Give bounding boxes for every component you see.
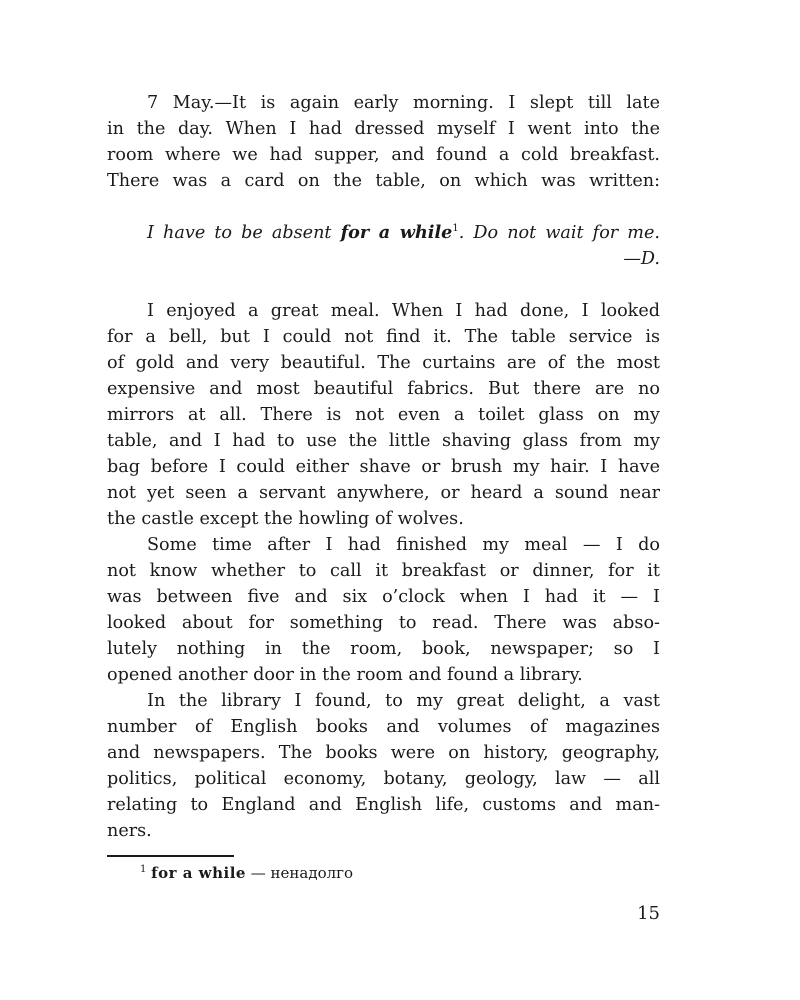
footnote [140,862,353,884]
card-note-after: . Do not wait for me. [458,223,660,243]
text-line: table, and I had to use the little shaving glass from my [107,431,660,451]
card-note-before: I have to be absent [147,223,341,243]
paragraph-2 [107,298,660,532]
page-number: 15 [637,903,660,924]
card-note-text [107,220,660,246]
text-line: was between five and six o’clock when I had it — I [107,587,660,607]
footnote-dash: — [250,864,266,882]
text-line: and newspapers. The books were on history, geography, [107,743,660,763]
text-line: lutely nothing in the room, book, newspaper; so I [107,639,660,659]
text-line: room where we had supper, and found a cold breakfast. [107,145,660,165]
text-line: looked about for something to read. There was abso- [107,613,660,633]
text-line: 7 May.—It is again early morning. I slept till late [147,93,660,113]
paragraph-3 [107,532,660,688]
text-line: number of English books and volumes of magazines [107,717,660,737]
text-line: expensive and most beautiful fabrics. But there are no [107,379,660,399]
footnote-translation: ненадолго [270,864,354,882]
card-signature: —D. [623,249,660,269]
footnote-number: 1 [140,864,147,875]
text-line: I enjoyed a great meal. When I had done, I looked [147,301,660,321]
footnote-ref: 1 [452,223,459,235]
card-note [107,220,660,272]
paragraph-4 [107,688,660,844]
text-line: opened another door in the room and found a library. [107,665,583,685]
text-line: There was a card on the table, on which was written: [107,171,660,191]
text-line: the castle except the howling of wolves. [107,509,464,529]
text-line: in the day. When I had dressed myself I went into the [107,119,660,139]
text-line: not know whether to call it breakfast or dinner, for it [107,561,660,581]
text-line: mirrors at all. There is not even a toilet glass on my [107,405,660,425]
text-line: relating to England and English life, customs and man- [107,795,660,815]
footnote-divider [107,855,234,857]
text-line: Some time after I had finished my meal — I do [147,535,660,555]
text-line: not yet seen a servant anywhere, or heard a sound near [107,483,660,503]
card-note-term: for a while [340,222,453,243]
text-line: for a bell, but I could not find it. The table service is [107,327,660,347]
text-line: politics, political economy, botany, geology, law — all [107,769,660,789]
text-line: of gold and very beautiful. The curtains are of the most [107,353,660,373]
paragraph-1 [107,90,660,194]
text-line: bag before I could either shave or brush my hair. I have [107,457,660,477]
text-line: In the library I found, to my great delight, a vast [147,691,660,711]
footnote-term: for a while [151,864,246,882]
text-line: ners. [107,821,152,841]
